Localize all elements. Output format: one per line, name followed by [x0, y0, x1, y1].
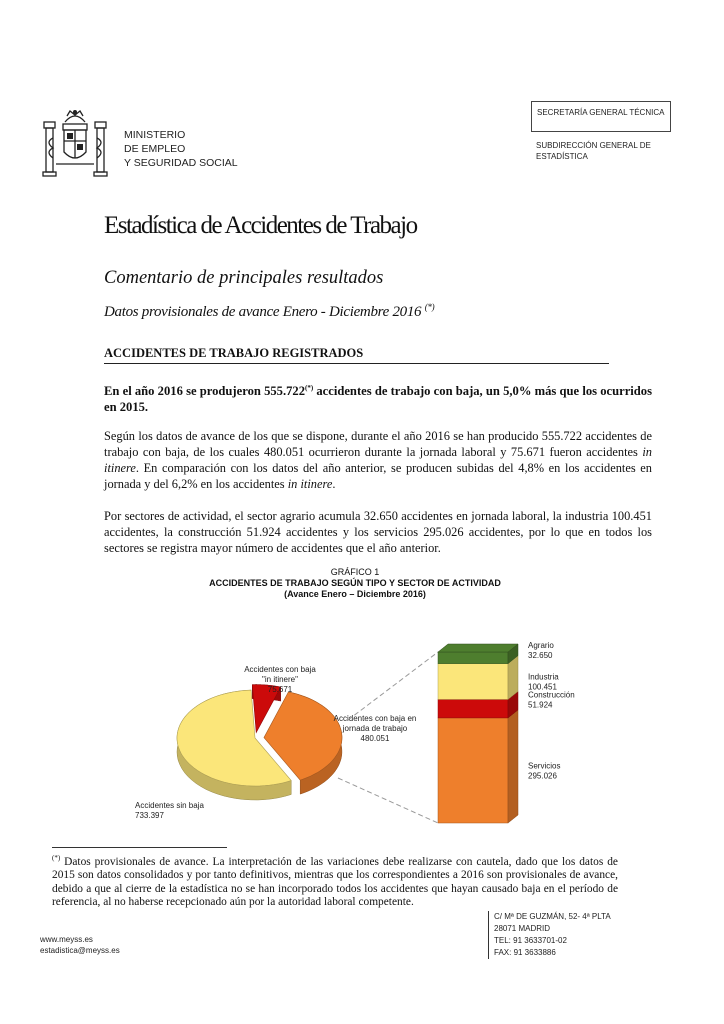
lead-paragraph [104, 380, 652, 415]
bar-segment-side [508, 710, 518, 823]
address-line: TEL: 91 3633701-02 [494, 936, 567, 945]
lead-text: En el año 2016 se produjeron 555.722 [104, 384, 305, 399]
paragraph-text: Según los datos de avance de los que se dispone, durante el año 2016 se han producido 555.722 accidentes de trabajo con baja, de los cuales 480.051 ocurrieron durante la jornada laboral y 75.671 fueron accidentes [104, 429, 652, 459]
coat-of-arms-logo [40, 108, 110, 180]
ministry-name [124, 128, 238, 170]
subdireccion-line: SUBDIRECCIÓN GENERAL DE [536, 141, 651, 150]
subdireccion-label [536, 140, 686, 162]
ministry-line: MINISTERIO [124, 129, 186, 141]
bar-label-2: Industria 100.451 [528, 672, 559, 692]
bar-segment [438, 652, 508, 664]
data-period [104, 302, 434, 321]
footnote [52, 852, 618, 910]
address-line: FAX: 91 3633886 [494, 948, 556, 957]
footnote-text: Datos provisionales de avance. La interpretación de las variaciones debe realizarse con cautela, dado que los datos de 2015 son datos consolidados y por tanto definitivos, mientras que los correspondientes a 2016 son provisionales de avance, debido a que al cierre de la estadística no se han incorporado todos los accidentes que hayan causado baja en el período de referencia, al no haberse recepcionado aún por la autoridad laboral competente. [52, 855, 618, 909]
lead-text: accidentes de trabajo con baja, un 5,0% más que los ocurridos en 2015. [104, 384, 652, 415]
chart-pie-and-stacked-bar [100, 620, 660, 840]
bar-segment [438, 699, 508, 717]
bar-label-3: Agrario 32.650 [528, 641, 554, 660]
pie-label-jornada: Accidentes con baja en jornada de trabajo 480.051 [333, 714, 417, 743]
italic-term: in itinere [104, 445, 652, 475]
paragraph-text: . [332, 477, 336, 491]
chart-title: ACCIDENTES DE TRABAJO SEGÚN TIPO Y SECTOR DE ACTIVIDAD [209, 578, 501, 588]
document-subtitle: Comentario de principales resultados [104, 268, 384, 288]
address-line: 28071 MADRID [494, 924, 551, 933]
paragraph-text: . En comparación con los datos del año anterior, se producen subidas del 4,8% en los accidentes en jornada y del 6,2% en los accidentes [104, 461, 652, 491]
footnote-marker: (*) [52, 854, 61, 862]
ministry-line: DE EMPLEO [124, 143, 186, 155]
connector-line-top [348, 652, 438, 720]
chart-graphic-label: GRÁFICO 1 [330, 567, 380, 577]
bar-label-0: Servicios 295.026 [528, 761, 561, 781]
section-heading: ACCIDENTES DE TRABAJO REGISTRADOS [104, 346, 609, 364]
footer-contact [40, 934, 120, 956]
bar-label-1: Construcción 51.924 [528, 690, 575, 710]
bar-segment [438, 718, 508, 823]
footnote-marker: (*) [305, 384, 314, 392]
subdireccion-line: ESTADÍSTICA [536, 152, 588, 161]
bar-top-face [438, 644, 518, 652]
document-title: Estadística de Accidentes de Trabajo [104, 212, 417, 239]
footnote-divider [52, 847, 227, 848]
chart-header [180, 567, 530, 600]
address-line: C/ Mª DE GUZMÁN, 52- 4ª PLTA [494, 912, 611, 921]
chart-subtitle: (Avance Enero – Diciembre 2016) [284, 589, 426, 599]
secretaria-box: SECRETARÍA GENERAL TÉCNICA [531, 101, 671, 132]
footer-address [488, 911, 611, 959]
paragraph-totals [104, 428, 652, 492]
italic-term: in itinere [287, 477, 333, 491]
pie-label-itinere: Accidentes con baja "in itinere" 75.671 [244, 665, 316, 694]
ministry-line: Y SEGURIDAD SOCIAL [124, 157, 238, 169]
pie-label-sin-baja: Accidentes sin baja 733.397 [135, 801, 204, 820]
connector-line-bottom [338, 778, 438, 823]
paragraph-sectors: Por sectores de actividad, el sector agrario acumula 32.650 accidentes en jornada laboral, la industria 100.451 accidentes, la construcción 51.924 accidentes y los servicios 295.026 accidentes, por lo que en todos los sectores se registra mayor número de accidentes que el año anterior. [104, 509, 652, 555]
bar-segment [438, 664, 508, 700]
website-link[interactable]: www.meyss.es [40, 935, 93, 944]
footnote-marker: (*) [424, 302, 435, 312]
data-period-text: Datos provisionales de avance Enero - Diciembre 2016 [104, 304, 422, 320]
email-link[interactable]: estadistica@meyss.es [40, 946, 120, 955]
